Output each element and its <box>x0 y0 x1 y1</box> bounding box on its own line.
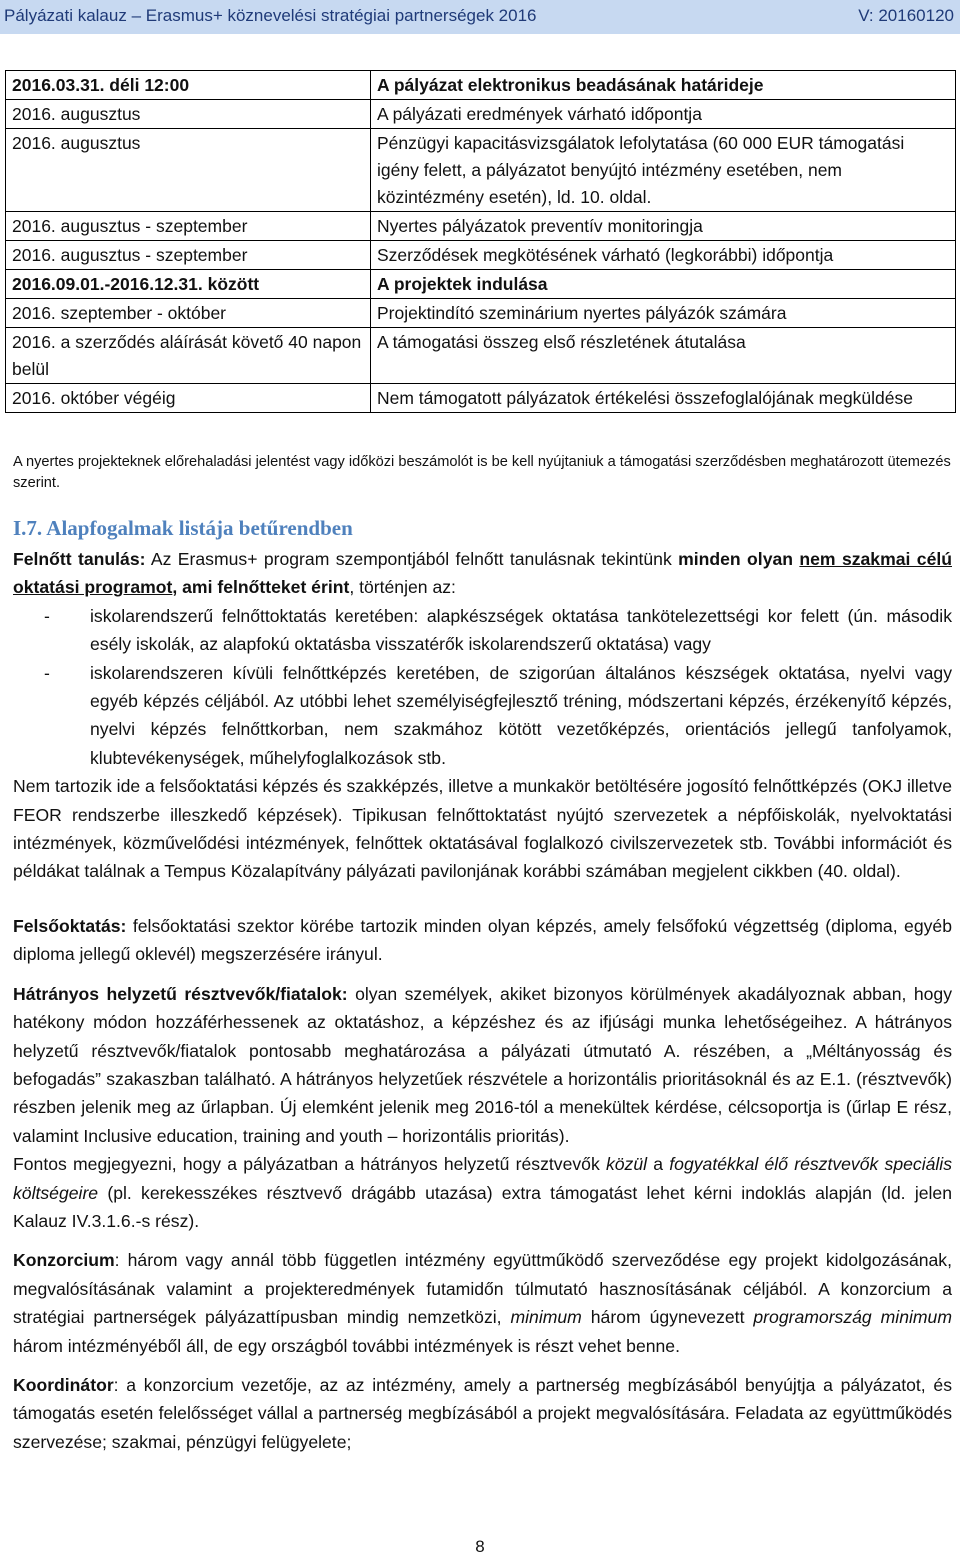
definition-text: , történjen az: <box>349 577 456 598</box>
list-item-text: iskolarendszeren kívüli felnőttképzés keretében, de szigorúan általános készségek oktatása, nyelvi vagy egyéb képzés céljából. Az utóbbi lehet személyiségfejlesztő tréning, módszertani képzés, érzékenyítő képzés, nyelvi képzés felnőttkorban, nem szakmához kötött vezetőképzés, orientációs jellegű tanfolyamok, klubtevékenységek, műhelyfoglalkozások stb. <box>90 662 952 768</box>
section-title: Alapfogalmak listája betűrendben <box>46 516 353 540</box>
definition-text: három úgynevezett <box>581 1307 754 1328</box>
list-dash: - <box>44 605 50 626</box>
schedule-date: 2016. augusztus <box>6 129 371 212</box>
schedule-table <box>5 70 956 413</box>
list-dash: - <box>44 662 50 683</box>
definition-konzorcium <box>13 1246 952 1360</box>
section-heading <box>13 516 353 541</box>
table-row <box>6 71 956 100</box>
definition-hatranyos <box>13 980 952 1150</box>
schedule-event: Pénzügyi kapacitásvizsgálatok lefolytatása (60 000 EUR támogatási igény felett, a pályázatot benyújtó intézmény esetében, nem közintézmény esetén), ld. 10. oldal. <box>371 129 956 212</box>
schedule-date: 2016. augusztus - szeptember <box>6 241 371 270</box>
schedule-event: A projektek indulása <box>371 270 956 299</box>
schedule-date: 2016.03.31. déli 12:00 <box>6 71 371 100</box>
list-item <box>13 659 952 773</box>
italic-text: programország minimum <box>753 1307 952 1328</box>
schedule-event: A pályázat elektronikus beadásának határideje <box>371 71 956 100</box>
header-version: V: 20160120 <box>858 6 954 25</box>
schedule-date: 2016. október végéig <box>6 384 371 413</box>
table-row <box>6 129 956 212</box>
section-number: I.7. <box>13 516 43 540</box>
definition-text: három intézményéből áll, de egy országból további intézmények is részt vehet benne. <box>13 1335 680 1356</box>
schedule-event: Szerződések megkötésének várható (legkorábbi) időpontja <box>371 241 956 270</box>
list-item-text: iskolarendszerű felnőttoktatás keretében: alapkészségek oktatása tankötelezettségi kor felett (ún. második esély iskolák, az alapfokú oktatásba visszatérők iskolarendszerű oktatása) vagy <box>90 605 952 655</box>
schedule-event: A pályázati eredmények várható időpontja <box>371 100 956 129</box>
schedule-event: A támogatási összeg első részletének átutalása <box>371 328 956 384</box>
italic-text: közül <box>605 1154 648 1175</box>
term-felsooktatas: Felsőoktatás: <box>13 915 127 936</box>
schedule-date: 2016. szeptember - október <box>6 299 371 328</box>
reporting-note: A nyertes projekteknek előrehaladási jelentést vagy időközi beszámolót is be kell nyújtaniuk a támogatási szerződésben meghatározott ütemezés szerint. <box>13 454 951 491</box>
definition-text: felsőoktatási szektor körébe tartozik minden olyan képzés, amely felsőfokú végzettség (diploma, egyéb diploma jellegű oklevél) megszerzésére irányul. <box>13 915 952 965</box>
table-row <box>6 241 956 270</box>
list-item <box>13 602 952 659</box>
table-row <box>6 328 956 384</box>
table-row <box>6 212 956 241</box>
definition-koordinator <box>13 1371 952 1456</box>
schedule-date: 2016. augusztus <box>6 100 371 129</box>
definition-text: Fontos megjegyezni, hogy a pályázatban a hátrányos helyzetű résztvevők <box>13 1154 606 1175</box>
glossary-content <box>13 545 952 1456</box>
underlined-text: nem szakmai célú oktatási programot <box>13 549 952 598</box>
definition-felnott-tanulas <box>13 545 952 602</box>
term-koordinator: Koordinátor <box>13 1374 114 1395</box>
header-title: Pályázati kalauz – Erasmus+ köznevelési stratégiai partnerségek 2016 <box>4 6 537 25</box>
emphasis-text: , ami felnőtteket érint <box>172 577 350 598</box>
term-hatranyos: Hátrányos helyzetű résztvevők/fiatalok: <box>13 983 348 1004</box>
page-number: 8 <box>475 1537 485 1556</box>
table-row <box>6 299 956 328</box>
schedule-event: Projektindító szeminárium nyertes pályázók számára <box>371 299 956 328</box>
definition-text: olyan személyek, akiket bizonyos körülmények akadályoznak abban, hogy hatékony módon hozzáférhessenek az oktatáshoz, a képzéshez és az ifjúsági munka lehetőségeihez. A hátrányos helyzetű résztvevők/fiatalok pontosabb meghatározása a pályázati útmutató A. részében, a „Méltányosság és befogadás” szakaszban található. A hátrányos helyzetűek részvétele a horizontális prioritásoknál és az E.1. (résztvevők) részben jelenik meg az űrlapban. Új elemként jelenik meg 2016-tól a menekültek kérdése, célcsoportja is (űrlap E rész, valamint Inclusive education, training and youth – horizontális prioritás). <box>13 983 952 1146</box>
definition-text: Az Erasmus+ program szempontjából felnőtt tanulásnak tekintünk <box>145 549 679 569</box>
definition-text: (pl. kerekesszékes résztvevő drágább utazása) extra támogatást lehet kérni indoklás alapján (ld. jelen Kalauz IV.3.1.6.-s rész). <box>13 1182 952 1231</box>
emphasis-text: minden olyan <box>678 549 800 569</box>
term-felnott-tanulas: Felnőtt tanulás: <box>13 549 146 569</box>
term-konzorcium: Konzorcium <box>13 1250 115 1271</box>
schedule-date: 2016. augusztus - szeptember <box>6 212 371 241</box>
schedule-date: 2016.09.01.-2016.12.31. között <box>6 270 371 299</box>
felnott-tanulas-paragraph: Nem tartozik ide a felsőoktatási képzés és szakképzés, illetve a munkakör betöltésére jogosító felnőttképzés (OKJ illetve FEOR rendszerbe illeszkedő képzések). Tipikusan felnőttoktatást nyújtó szervezetek a népfőiskolák, nyelvoktatási intézmények, közművelődési intézmények, felnőttek oktatásával foglalkozó civilszervezetek stb. További információt és példákat találnak a Tempus Közalapítvány pályázati pavilonjának korábbi számában megjelent cikkben (40. oldal). <box>13 776 952 882</box>
schedule-event: Nem támogatott pályázatok értékelési összefoglalójának megküldése <box>371 384 956 413</box>
schedule-event: Nyertes pályázatok preventív monitoringja <box>371 212 956 241</box>
definition-felsooktatas <box>13 912 952 969</box>
definition-text: a <box>647 1154 670 1175</box>
italic-text: minimum <box>510 1307 582 1328</box>
schedule-date: 2016. a szerződés aláírását követő 40 napon belül <box>6 328 371 384</box>
definition-text: : három vagy annál több független intézmény együttműködő szerveződése egy projekt kidolgozásának, megvalósításának valamint a projekteredmények futamidőn túlmutató hasznosításának céljából. A konzorcium a stratégiai partnerségek pályázattípusban mindig nemzetközi, <box>13 1250 952 1328</box>
page-header <box>0 0 960 34</box>
definition-text: : a konzorcium vezetője, az az intézmény, amely a partnerség megbízásából benyújtja a pályázatot, és támogatás esetén felelősséget vállal a partnerség megbízásából a projekt megvalósítására. Feladata az együttműködés szervezése; szakmai, pénzügyi felügyelete; <box>13 1374 952 1452</box>
italic-text: fogyatékkal élő résztvevők speciális költségeire <box>13 1154 953 1203</box>
table-row <box>6 100 956 129</box>
table-row <box>6 270 956 299</box>
hatranyos-note-paragraph <box>13 1150 952 1235</box>
table-row <box>6 384 956 413</box>
